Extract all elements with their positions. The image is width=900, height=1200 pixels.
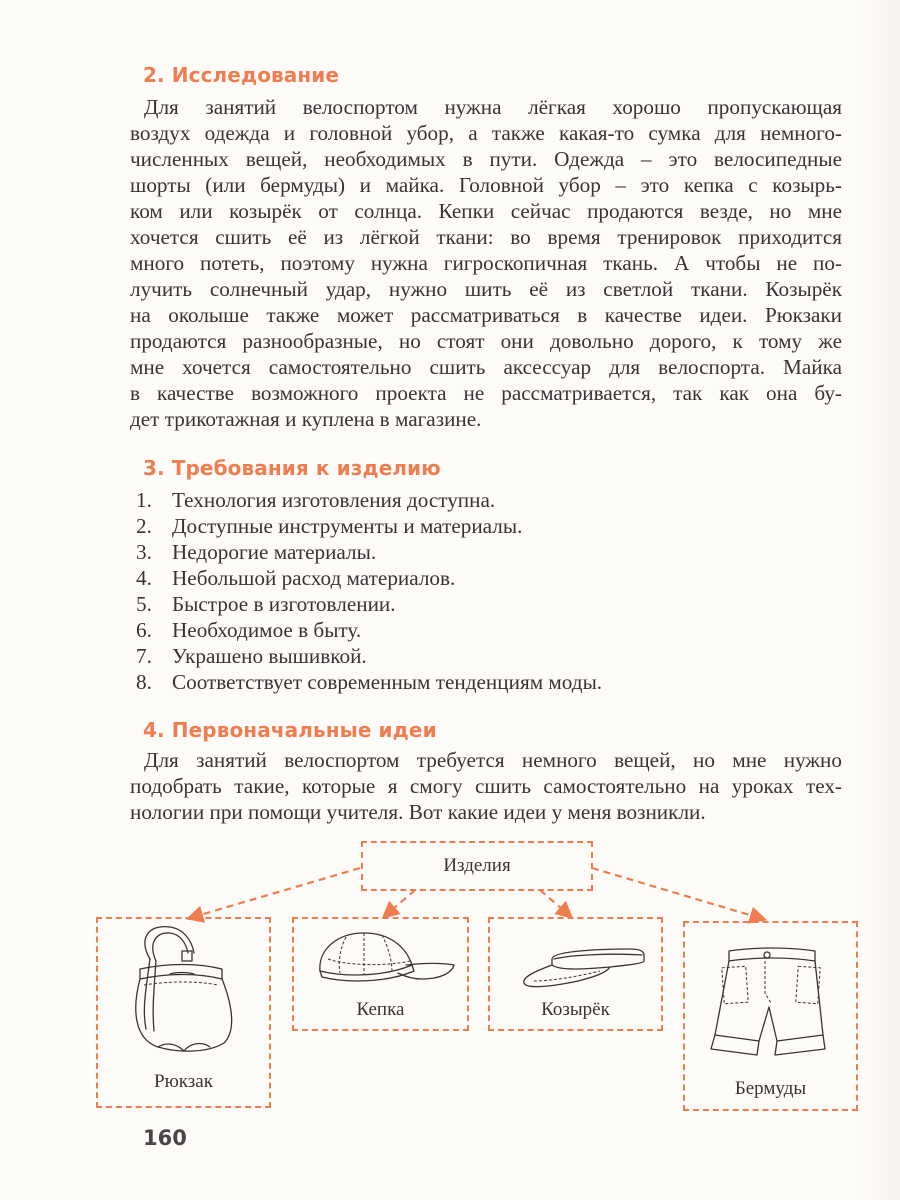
list-item: 7. Украшено вышивкой. [136, 644, 367, 668]
list-item: 6. Необходимое в быту. [136, 618, 362, 642]
idea-label-cap: Кепка [356, 999, 405, 1020]
section-heading-ideas: 4. Первоначальные идеи [143, 718, 437, 742]
idea-label-visor: Козырёк [541, 999, 610, 1020]
text-line: подобрать такие, которые я смогу сшить самостоятельно на уроках тех- [130, 774, 842, 798]
idea-card-shorts [683, 921, 858, 1111]
list-item: 1. Технология изготовления доступна. [136, 488, 496, 512]
list-item: 4. Небольшой расход материалов. [136, 566, 456, 590]
text-line: воздух одежда и головной убор, а также какая-то сумка для немного- [130, 121, 842, 145]
list-item: 3. Недорогие материалы. [136, 540, 377, 564]
idea-card-cap [292, 917, 469, 1031]
section-heading-research: 2. Исследование [143, 63, 340, 87]
text-line: дет трикотажная и куплена в магазине. [130, 407, 482, 431]
cap-icon [294, 919, 471, 994]
page-number: 160 [143, 1126, 187, 1150]
section-heading-requirements: 3. Требования к изделию [143, 456, 441, 480]
page-edge-shadow [860, 0, 900, 1200]
visor-icon [490, 919, 665, 994]
text-line: хочется сшить её из лёгкой ткани: во время тренировок приходится [130, 225, 842, 249]
text-line: Для занятий велоспортом нужна лёгкая хорошо пропускающая [144, 95, 842, 119]
text-line: нологии при помощи учителя. Вот какие идеи у меня возникли. [130, 800, 706, 824]
text-line: Для занятий велоспортом требуется немного вещей, но мне нужно [144, 748, 842, 772]
text-line: в качестве возможного проекта не рассматривается, так как она бу- [130, 381, 842, 405]
list-item: 8. Соответствует современным тенденциям моды. [136, 670, 603, 694]
text-line: мне хочется самостоятельно сшить аксессуар для велоспорта. Майка [130, 355, 842, 379]
diagram-root-box [361, 841, 593, 891]
backpack-icon [98, 919, 273, 1069]
idea-label-backpack: Рюкзак [154, 1071, 213, 1092]
text-line: на околыше также может рассматриваться в качестве идеи. Рюкзаки [130, 303, 842, 327]
list-item: 5. Быстрое в изготовлении. [136, 592, 396, 616]
text-line: продаются разнообразные, но стоят они довольно дорого, к тому же [130, 329, 842, 353]
idea-label-shorts: Бермуды [734, 1078, 807, 1099]
text-line: лучить солнечный удар, нужно шить её из светлой ткани. Козырёк [130, 277, 842, 301]
diagram-root-label: Изделия [443, 855, 511, 876]
text-line: шорты (или бермуды) и майка. Головной убор – это кепка с козырь- [130, 173, 842, 197]
shorts-icon [685, 923, 860, 1073]
idea-card-visor [488, 917, 663, 1031]
list-item: 2. Доступные инструменты и материалы. [136, 514, 523, 538]
text-line: численных вещей, необходимых в пути. Одежда – это велосипедные [130, 147, 842, 171]
idea-card-backpack [96, 917, 271, 1108]
text-line: ком или козырёк от солнца. Кепки сейчас продаются везде, но мне [130, 199, 842, 223]
text-line: много потеть, поэтому нужна гигроскопичная ткань. А чтобы не по- [130, 251, 842, 275]
